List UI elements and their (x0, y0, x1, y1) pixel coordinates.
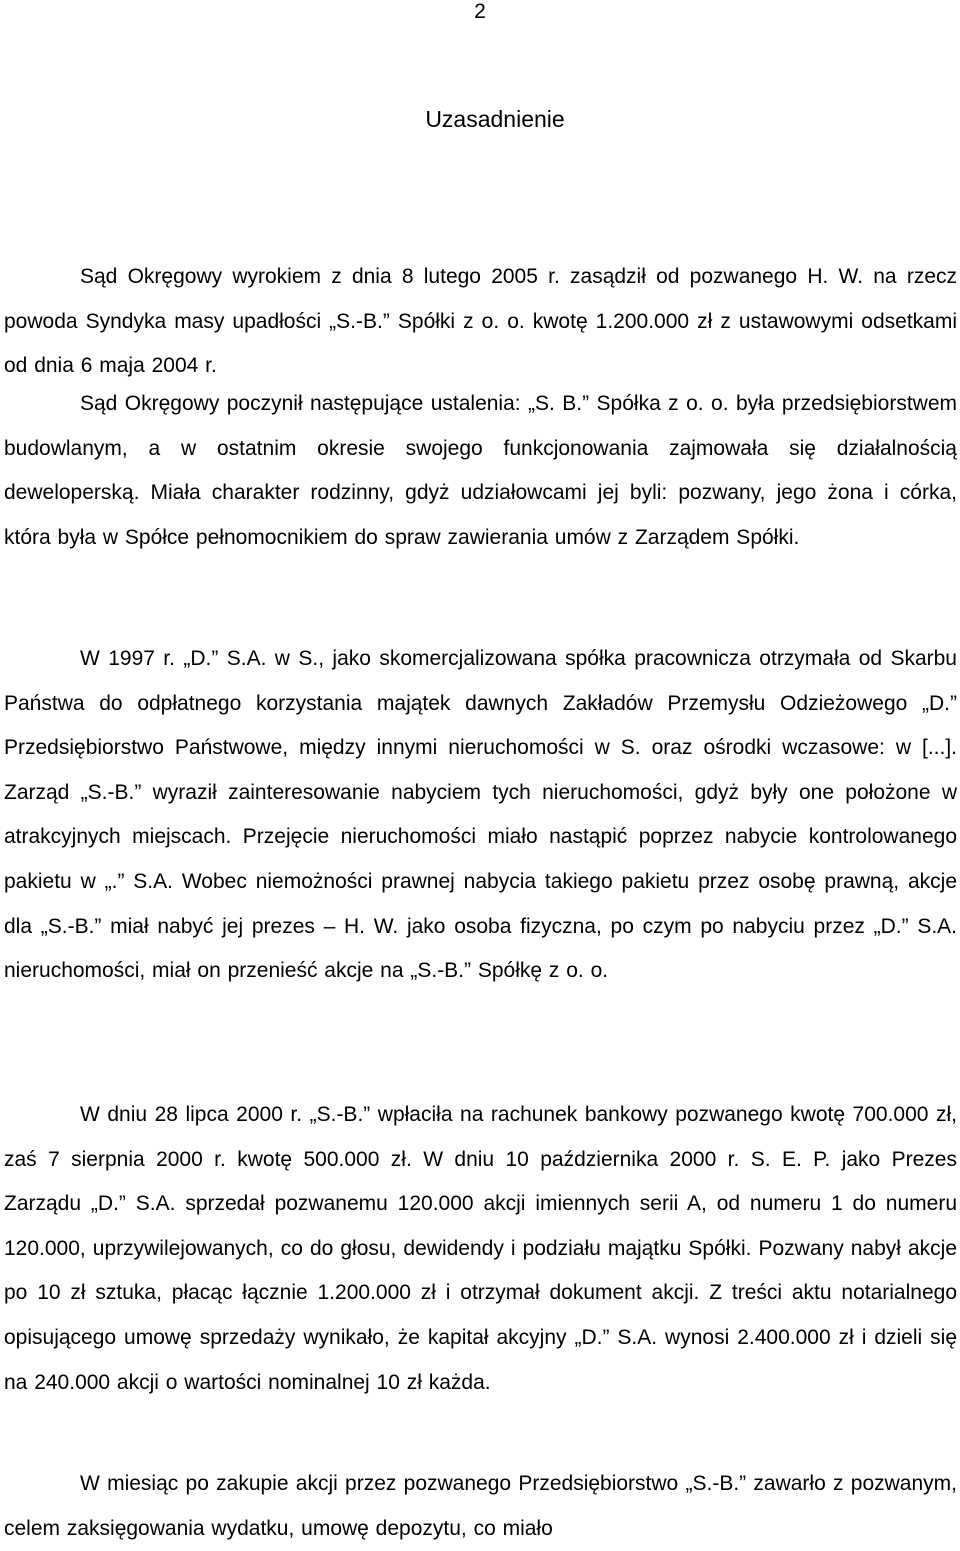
paragraph: W dniu 28 lipca 2000 r. „S.-B.” wpłaciła na rachunek bankowy pozwanego kwotę 700.000 zł, zaś 7 sierpnia 2000 r. kwotę 500.000 zł. W dniu 10 października 2000 r. S. E. P. jako Prezes Zarządu „D.” S.A. sprzedał pozwanemu 120.000 akcji imiennych serii A, od numeru 1 do numeru 120.000, uprzywilejowanych, co do głosu, dewidendy i podziału majątku Spółki. Pozwany nabył akcje po 10 zł sztuka, płacąc łącznie 1.200.000 zł i otrzymał dokument akcji. Z treści aktu notarialnego opisującego umowę sprzedaży wynikało, że kapitał akcyjny „D.” S.A. wynosi 2.400.000 zł i dzieli się na 240.000 akcji o wartości nominalnej 10 zł każda. (4, 1103, 957, 1394)
document-title: Uzasadnienie (425, 106, 565, 132)
paragraph: Sąd Okręgowy poczynił następujące ustalenia: „S. B.” Spółka z o. o. była przedsiębiorstwem budowlanym, a w ostatnim okresie swojego funkcjonowania zajmowała się działalnością deweloperską. Miała charakter rodzinny, gdyż udziałowcami jej byli: pozwany, jego żona i córka, która była w Spółce pełnomocnikiem do spraw zawierania umów z Zarządem Spółki. (4, 392, 957, 549)
page-number: 2 (474, 0, 486, 23)
paragraph: Sąd Okręgowy wyrokiem z dnia 8 lutego 2005 r. zasądził od pozwanego H. W. na rzecz powoda Syndyka masy upadłości „S.-B.” Spółki z o. o. kwotę 1.200.000 zł z ustawowymi odsetkami od dnia 6 maja 2004 r. (4, 265, 957, 378)
paragraph: W 1997 r. „D.” S.A. w S., jako skomercjalizowana spółka pracownicza otrzymała od Skarbu Państwa do odpłatnego korzystania majątek dawnych Zakładów Przemysłu Odzieżowego „D.” Przedsiębiorstwo Państwowe, między innymi nieruchomości w S. oraz ośrodki wczasowe: w [...]. Zarząd „S.-B.” wyraził zainteresowanie nabyciem tych nieruchomości, gdyż były one położone w atrakcyjnych miejscach. Przejęcie nieruchomości miało nastąpić poprzez nabycie kontrolowanego pakietu w „.” S.A. Wobec niemożności prawnej nabycia takiego pakietu przez osobę prawną, akcje dla „S.-B.” miał nabyć jej prezes – H. W. jako osoba fizyczna, po czym po nabyciu przez „D.” S.A. nieruchomości, miał on przenieść akcje na „S.-B.” Spółkę z o. o. (4, 647, 957, 983)
paragraph: W miesiąc po zakupie akcji przez pozwanego Przedsiębiorstwo „S.-B.” zawarło z pozwanym, celem zaksięgowania wydatku, umowę depozytu, co miało (4, 1472, 957, 1540)
